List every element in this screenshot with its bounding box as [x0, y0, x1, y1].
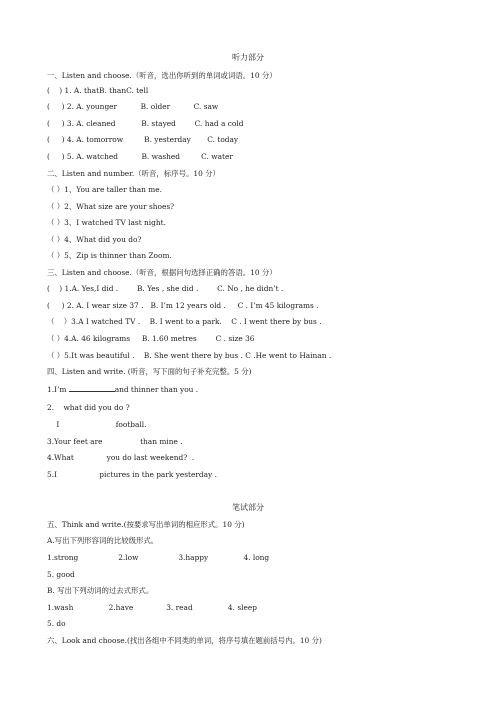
s2-item-2: （ ）2、What size are your shoes? — [47, 202, 175, 211]
section-3-header: 三、Listen and choose.（听音，根据问句选择正确的答语。10 分） — [47, 268, 277, 277]
section-5-header: 五、Think and write.(按要求写出单词的相应形式。10 分) — [47, 520, 245, 529]
s5-part-b-items: 1.wash 2.have 3. read 4. sleep — [47, 603, 257, 612]
s5-part-a-item-5: 5. good — [47, 570, 75, 579]
s4-question-2-answer: I football. — [47, 420, 147, 429]
s1-item-2: ( ) 2. A. younger B. older C. saw — [47, 102, 219, 111]
s2-item-4: （ ）4、What did you do? — [47, 235, 142, 244]
s4-question-5: 5.I pictures in the park yesterday . — [47, 470, 217, 479]
s3-item-1: ( ) 1.A. Yes,I did . B. Yes , she did . C. No , he didn’t . — [47, 284, 284, 293]
section-6-header: 六、Look and choose.(找出各组中不同类的单词，将序号填在题前括号内。10 分) — [47, 636, 322, 645]
section-1-header: 一、Listen and choose.（听音，选出你听到的单词或词语。10 分） — [47, 71, 277, 80]
s5-part-b-label: B. 写出下列动词的过去式形式。 — [47, 586, 154, 595]
s5-part-b-item-5: 5. do — [47, 619, 66, 628]
s1-item-4: ( ) 4. A. tomorrow B. yesterday C. today — [47, 135, 239, 144]
section-2-header: 二、Listen and number.（听音，标序号。10 分） — [47, 169, 220, 178]
s3-item-2: ( ) 2. A. I wear size 37 . B. I’m 12 years old . C . I’m 45 kilograms . — [47, 301, 319, 310]
s2-item-1: （ ）1、You are taller than me. — [47, 185, 163, 194]
s1-item-5: ( ) 5. A. watched B. washed C. water — [47, 152, 233, 161]
s4-q1-start: 1.I’m — [47, 385, 69, 394]
s2-item-3: （ ）3、I watched TV last night. — [47, 218, 166, 227]
section-4-header: 四、Listen and write. (听音，写下面的句子补充完整。5 分) — [47, 367, 252, 376]
s5-part-a-items: 1.strong 2.low 3.happy 4. long — [47, 553, 270, 562]
listening-title: 听力部分 — [232, 53, 264, 62]
writing-title: 笔试部分 — [232, 503, 264, 512]
s4-question-2: 2. what did you do ? — [47, 403, 130, 412]
s4-question-4: 4.What you do last weekend? . — [47, 453, 195, 462]
s4-question-3: 3.Your feet are than mine . — [47, 437, 183, 446]
answer-blank[interactable] — [69, 384, 115, 392]
s3-item-3: （ ）3.A I watched TV . B. I went to a park. C . I went there by bus . — [47, 317, 322, 326]
s3-item-4: （ ）4.A. 46 kilograms B. 1.60 metres C . size 36 — [47, 334, 255, 343]
s2-item-5: （ ）5、Zip is thinner than Zoom. — [47, 251, 172, 260]
s1-item-1: ( ) 1. A. thatB. thanC. tell — [47, 86, 149, 95]
s5-part-a-label: A.写出下列形容词的比较级形式。 — [47, 536, 159, 545]
s4-question-1 — [47, 384, 198, 395]
s1-item-3: ( ) 3. A. cleaned B. stayed C. had a cold — [47, 119, 244, 128]
s4-q1-end: and thinner than you . — [114, 385, 199, 394]
s3-item-5: （ ）5.It was beautiful . B. She went there by bus . C .He went to Hainan . — [47, 351, 332, 360]
